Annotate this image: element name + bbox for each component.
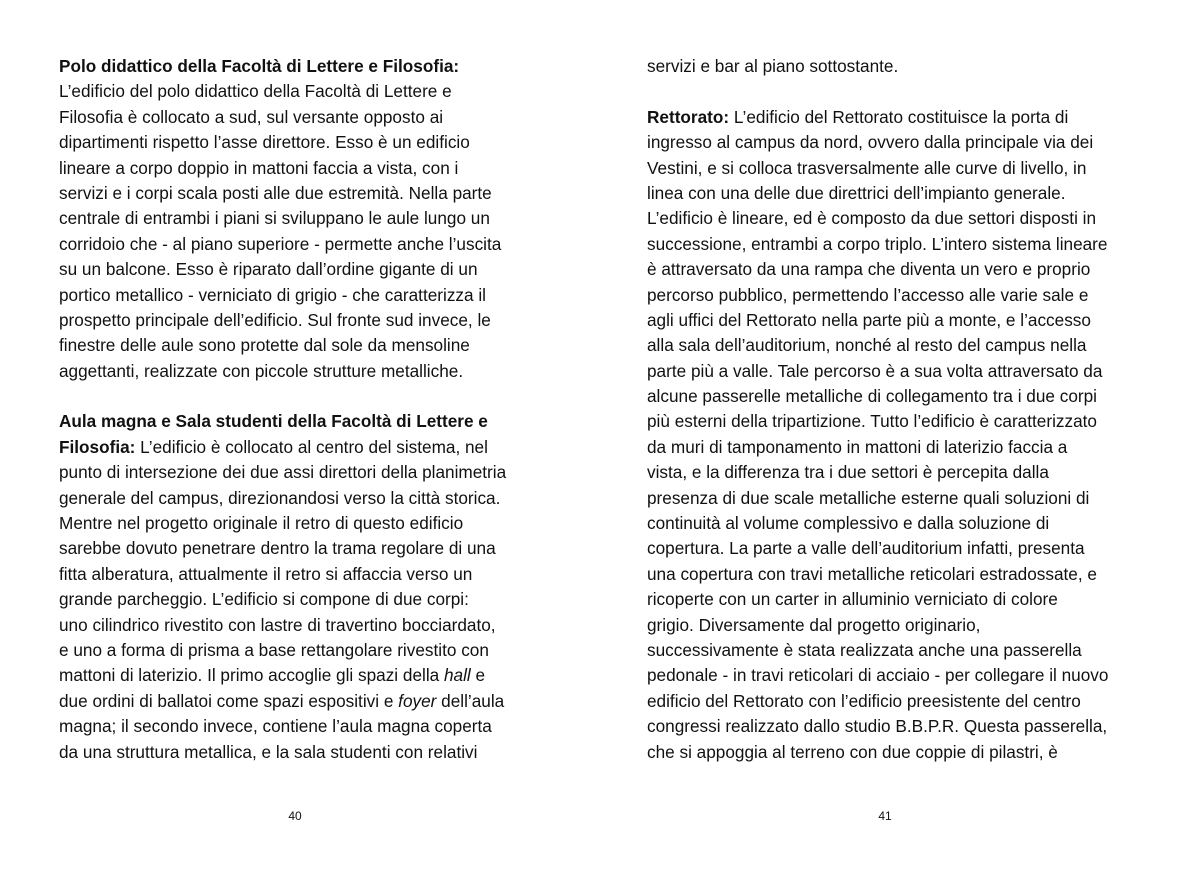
paragraph-gap (647, 79, 1147, 104)
text-line (59, 333, 559, 358)
page-number: 40 (288, 809, 302, 823)
text-line (647, 689, 1147, 714)
text-run: vista, e la differenza tra i due settori è percepita dalla (647, 462, 1049, 483)
text-line (647, 435, 1147, 460)
text-line (647, 359, 1147, 384)
text-line (59, 206, 559, 231)
text-run: edificio del Rettorato con l’edificio preesistente del centro (647, 690, 1081, 711)
text-line (59, 359, 559, 384)
text-run: magna; il secondo invece, contiene l’aula magna coperta (59, 716, 492, 737)
text-line (647, 740, 1147, 765)
text-run: pedonale - in travi reticolari di acciaio - per collegare il nuovo (647, 665, 1109, 686)
text-line (647, 232, 1147, 257)
text-run: L’edificio del polo didattico della Facoltà di Lettere e (59, 81, 452, 102)
text-run: grande parcheggio. L’edificio si compone di due corpi: (59, 589, 469, 610)
text-line (59, 689, 559, 714)
text-run: servizi e i corpi scala posti alle due estremità. Nella parte (59, 182, 492, 203)
text-line (59, 562, 559, 587)
text-run: servizi e bar al piano sottostante. (647, 56, 899, 76)
bold-heading: Filosofia: (59, 436, 136, 457)
text-line (59, 511, 559, 536)
text-run: L’edificio è lineare, ed è composto da due settori disposti in (647, 208, 1097, 229)
text-run: congressi realizzato dallo studio B.B.P.R. Questa passerella, (647, 716, 1108, 737)
text-line (59, 181, 559, 206)
text-line (647, 156, 1147, 181)
text-run: grigio. Diversamente dal progetto originario, (647, 614, 981, 635)
text-line (59, 79, 559, 104)
text-line (59, 740, 559, 765)
text-run: percorso pubblico, permettendo l’accesso alle varie sale e (647, 284, 1089, 305)
text-run: prospetto principale dell’edificio. Sul fronte sud invece, le (59, 309, 491, 330)
text-run: generale del campus, direzionandosi verso la città storica. (59, 487, 501, 508)
text-run: successione, entrambi a corpo triplo. L’intero sistema lineare (647, 233, 1108, 254)
text-run: Mentre nel progetto originale il retro di questo edificio (59, 513, 464, 534)
text-run: due ordini di ballatoi come spazi espositivi e (59, 690, 399, 711)
text-run: aggettanti, realizzate con piccole strutture metalliche. (59, 360, 464, 381)
text-run: mattoni di laterizio. Il primo accoglie gli spazi della (59, 665, 444, 686)
text-run: uno cilindrico rivestito con lastre di travertino bocciardato, (59, 614, 496, 635)
left-page (0, 0, 590, 886)
text-run: agli uffici del Rettorato nella parte più a monte, e l’accesso (647, 309, 1091, 330)
text-run: L’edificio è collocato al centro del sistema, nel (135, 436, 488, 457)
text-run: alcune passerelle metalliche di collegamento tra i due corpi (647, 386, 1097, 407)
text-run: continuità al volume complessivo e dalla soluzione di (647, 513, 1050, 534)
text-run: centrale di entrambi i piani si sviluppano le aule lungo un (59, 208, 490, 229)
text-run: alla sala dell’auditorium, nonché al resto del campus nella (647, 335, 1087, 356)
text-run: da muri di tamponamento in mattoni di laterizio faccia a (647, 436, 1068, 457)
text-line (59, 663, 559, 688)
text-line (647, 613, 1147, 638)
text-run: che si appoggia al terreno con due coppie di pilastri, è (647, 741, 1058, 762)
text-line (647, 384, 1147, 409)
text-run: più esterni della tripartizione. Tutto l’edificio è caratterizzato (647, 411, 1097, 432)
italic-term: hall (443, 665, 471, 686)
text-line (647, 536, 1147, 561)
text-run: successivamente è stata realizzata anche una passerella (647, 639, 1082, 660)
text-line (647, 714, 1147, 739)
text-line (647, 409, 1147, 434)
text-line (59, 130, 559, 155)
text-line (59, 105, 559, 130)
text-run: parte più a valle. Tale percorso è a sua volta attraversato da (647, 360, 1103, 381)
italic-term: foyer (398, 690, 437, 711)
text-run: L’edificio del Rettorato costituisce la porta di (729, 106, 1069, 127)
text-run: dipartimenti rispetto l’asse direttore. Esso è un edificio (59, 132, 470, 153)
text-line (647, 206, 1147, 231)
text-line (647, 333, 1147, 358)
page-number: 41 (878, 809, 892, 823)
text-line (59, 714, 559, 739)
text-line (647, 638, 1147, 663)
text-line (59, 283, 559, 308)
text-line (59, 638, 559, 663)
text-line (59, 257, 559, 282)
text-line (59, 435, 559, 460)
right-page-text (647, 54, 1147, 765)
text-line (647, 283, 1147, 308)
text-run: una copertura con travi metalliche reticolari estradossate, e (647, 563, 1097, 584)
text-run: lineare a corpo doppio in mattoni faccia a vista, con i (59, 157, 459, 178)
text-line (647, 486, 1147, 511)
text-run: è attraversato da una rampa che diventa un vero e proprio (647, 259, 1091, 280)
text-line (59, 409, 559, 434)
text-line (647, 663, 1147, 688)
text-run: ingresso al campus da nord, ovvero dalla principale via dei (647, 132, 1094, 153)
text-run: punto di intersezione dei due assi direttori della planimetria (59, 462, 507, 483)
text-run: linea con una delle due direttrici dell’impianto generale. (647, 182, 1066, 203)
text-run: dell’aula (436, 690, 505, 711)
text-run: e (470, 665, 486, 686)
text-line (59, 587, 559, 612)
text-run: portico metallico - verniciato di grigio - che caratterizza il (59, 284, 486, 305)
text-line (647, 257, 1147, 282)
text-run: presenza di due scale metalliche esterne quali soluzioni di (647, 487, 1090, 508)
text-line (59, 308, 559, 333)
text-line (59, 486, 559, 511)
text-line (647, 511, 1147, 536)
text-line (647, 181, 1147, 206)
text-line (59, 536, 559, 561)
text-run: su un balcone. Esso è riparato dall’ordine gigante di un (59, 259, 478, 280)
text-run: e uno a forma di prisma a base rettangolare rivestito con (59, 639, 489, 660)
text-line (647, 562, 1147, 587)
text-run: da una struttura metallica, e la sala studenti con relativi (59, 741, 478, 762)
bold-heading: Aula magna e Sala studenti della Facoltà di Lettere e (59, 411, 488, 432)
text-line (647, 130, 1147, 155)
text-line (59, 232, 559, 257)
text-run: copertura. La parte a valle dell’auditorium infatti, presenta (647, 538, 1085, 559)
right-page (590, 0, 1180, 886)
text-line (59, 156, 559, 181)
paragraph-gap (59, 384, 559, 409)
text-line (647, 587, 1147, 612)
text-run: finestre delle aule sono protette dal sole da mensoline (59, 335, 470, 356)
text-line (647, 54, 1147, 79)
text-line (59, 460, 559, 485)
text-run: corridoio che - al piano superiore - permette anche l’uscita (59, 233, 502, 254)
text-line (647, 460, 1147, 485)
text-line (59, 613, 559, 638)
text-line (59, 54, 559, 79)
bold-heading: Rettorato: (647, 106, 730, 127)
text-run: fitta alberatura, attualmente il retro si affaccia verso un (59, 563, 473, 584)
text-run: Vestini, e si colloca trasversalmente alle curve di livello, in (647, 157, 1087, 178)
text-run: sarebbe dovuto penetrare dentro la trama regolare di una (59, 538, 496, 559)
text-line (647, 308, 1147, 333)
text-run: Filosofia è collocato a sud, sul versante opposto ai (59, 106, 444, 127)
left-page-text (59, 54, 559, 765)
text-run: ricoperte con un carter in alluminio verniciato di colore (647, 589, 1058, 610)
bold-heading: Polo didattico della Facoltà di Lettere e Filosofia: (59, 56, 460, 76)
text-line (647, 105, 1147, 130)
